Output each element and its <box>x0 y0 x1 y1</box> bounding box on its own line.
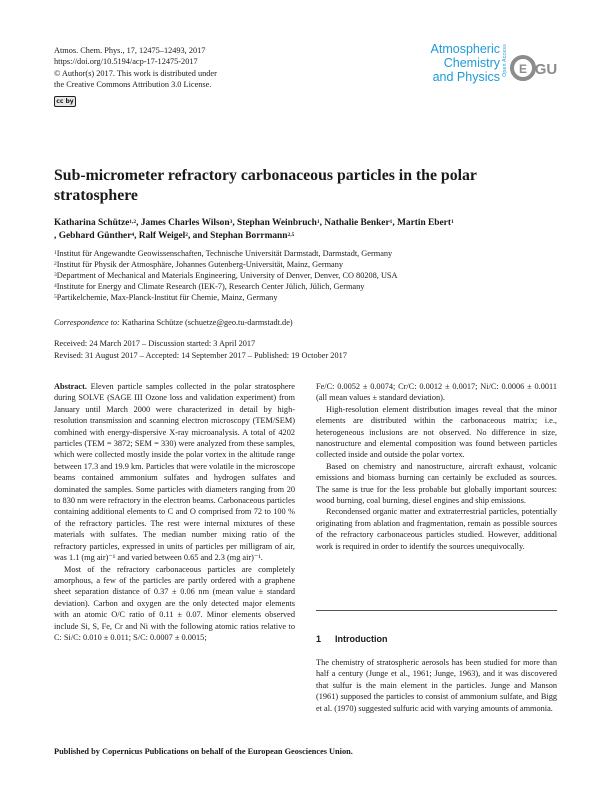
affiliation-item: $^5$Partikelchemie, Max-Planck-Institut für Chemie, Mainz, Germany <box>54 292 278 302</box>
abstract-label: Abstract. <box>54 382 87 391</box>
section-heading <box>316 634 388 644</box>
journal-logo <box>404 40 564 100</box>
copyright-line: © Author(s) 2017. This work is distributed under <box>54 68 217 78</box>
abstract-paragraph: Most of the refractory carbonaceous particles are completely amorphous, a few of the particles are partly ordered with a graphene sheet separation distance of 0.37 ± 0.06 nm (mean value ± standard deviation). Carbon and oxygen are the only detected major elements with an atomic O/C ratio of 0.11 ± 0.07. Minor elements observed include Si, S, Fe, Cr and Ni with the following atomic ratios relative to C: Si/C: 0.010 ± 0.011; S/C: 0.0007 ± 0.0015; <box>54 564 295 642</box>
abstract-paragraph: Abstract. Eleven particle samples collected in the polar stratosphere during SOLVE (SAGE III Ozone loss and validation experiment) from January until March 2000 were characterized in detail by high-resolution transmission and scanning electron microscopy (TEM/SEM) combined with energy-dispersive X-ray microanalysis. A total of 4202 particles (TEM = 3872; SEM = 330) were analyzed from these samples, which were collected mostly inside the polar vortex in the altitude range between 17.3 and 19.9 km. Particles that were volatile in the microscope beams contained ammonium sulfates and hydrogen sulfates and dominated the samples. Some particles with diameters ranging from 20 to 830 nm were refractory in the electron beams. Carbonaceous particles containing additional elements to C and O comprised from 72 to 100 % of the refractory particles. The rest were internal mixtures of these materials with sulfates. The median number mixing ratio of the refractory particles, expressed in units of particles per milligram of air, was 1.1 (mg air)⁻¹ and varied between 0.65 and 2.3 (mg air)⁻¹. <box>54 382 295 563</box>
author-list: Katharina Schütze$^{1,2}$, James Charles Wilson$^3$, Stephan Weinbruch$^1$, Nathalie Benker$^1$, Martin Ebert$^1$ , Gebhard Günther$^4$, Ralf Weigel$^2$, and Stephan Borrmann$^{2,5}$ <box>54 218 454 241</box>
journal-name: Atmospheric Chemistry and Physics <box>430 42 500 84</box>
abstract-paragraph: High-resolution element distribution images reveal that the minor elements are distributed within the carbonaceous matrix; i.e., heterogeneous inclusions are not observed. No difference in size, nanostructure and elemental composition was found between particles collected inside and outside the polar vortex. <box>316 404 557 460</box>
author-name[interactable]: , Nathalie Benker <box>319 218 390 228</box>
abstract-paragraph: Recondensed organic matter and extraterrestrial particles, potentially originating from ablation and fragmentation, remain as possible sources of the refractory carbonaceous particles studied. However, additional work is required in order to identify the sources unequivocally. <box>316 507 557 551</box>
article-title: Sub-micrometer refractory carbonaceous particles in the polar stratosphere <box>54 167 477 204</box>
publisher-footer: Published by Copernicus Publications on behalf of the European Geosciences Union. <box>54 747 353 756</box>
revised-date: Revised: 31 August 2017 – Accepted: 14 September 2017 – Published: 19 October 2017 <box>54 350 347 360</box>
abstract-column <box>54 381 295 643</box>
article-history <box>54 338 347 361</box>
author-name[interactable]: , Stephan Weinbruch <box>232 218 317 228</box>
author-name[interactable]: , Martin Ebert <box>392 218 451 228</box>
received-date: Received: 24 March 2017 – Discussion started: 3 April 2017 <box>54 339 256 348</box>
abstract-paragraph: Based on chemistry and nanostructure, aircraft exhaust, volcanic emissions and biomass burning can certainly be excluded as sources. The same is true for the less probable but globally important sources: wood burning, coal burning, diesel engines and ship emissions. <box>316 461 557 506</box>
author-name[interactable]: Katharina Schütze <box>54 218 130 228</box>
license-line: the Creative Commons Attribution 3.0 License. <box>54 80 212 90</box>
svg-text:GU: GU <box>534 61 558 78</box>
affiliation-list <box>54 249 564 304</box>
affiliation-item: $^2$Institut für Physik der Atmosphäre, Johannes Gutenberg-Universität, Mainz, Germany <box>54 259 344 269</box>
abstract-column-continued <box>316 381 557 552</box>
section-divider <box>316 610 557 611</box>
cc-license-icon[interactable]: cc by <box>54 96 76 107</box>
section-number: 1 <box>316 634 322 644</box>
author-name[interactable]: , Gebhard Günther <box>54 231 132 241</box>
affiliation-item: $^1$Institut für Angewandte Geowissenschaften, Technische Universität Darmstadt, Darmstadt, Germany <box>54 249 393 258</box>
section-title: Introduction <box>335 634 388 644</box>
affiliation-item: $^3$Department of Mechanical and Materials Engineering, University of Denver, Denver, CO 80208, USA <box>54 270 398 280</box>
introduction-paragraph: The chemistry of stratospheric aerosols has been studied for more than half a century (Junge et al., 1961; Junge, 1963), and it was discovered that sulfur is the main element in the particles. Junge and Manson (1961) supposed the particles to consist of ammonium sulfate, and Bigg et al. (1970) suggested sulfuric acid with varying amounts of ammonia. <box>316 658 557 713</box>
author-name[interactable]: , James Charles Wilson <box>136 218 230 228</box>
doi-link[interactable]: https://doi.org/10.5194/acp-17-12475-2017 <box>54 57 198 67</box>
correspondence <box>54 318 293 327</box>
open-access-label: Open Access <box>502 44 508 77</box>
affiliation-item: $^4$Institute for Energy and Climate Research (IEK-7), Research Center Jülich, Jülich, Germany <box>54 281 365 291</box>
egu-logo-icon <box>510 50 560 86</box>
correspondence-email[interactable]: Katharina Schütze (schuetze@geo.tu-darmstadt.de) <box>119 318 293 327</box>
correspondence-label: Correspondence to: <box>54 318 120 327</box>
citation-line: Atmos. Chem. Phys., 17, 12475–12493, 2017 <box>54 46 206 55</box>
author-name[interactable]: , and Stephan Borrmann <box>187 231 288 241</box>
author-name[interactable]: , Ralf Weigel <box>134 231 186 241</box>
abstract-paragraph: Fe/C: 0.0052 ± 0.0074; Cr/C: 0.0012 ± 0.0017; Ni/C: 0.0006 ± 0.0011 (all mean values ± standard deviation). <box>316 382 557 403</box>
journal-citation <box>54 45 314 91</box>
svg-text:E: E <box>518 62 528 76</box>
